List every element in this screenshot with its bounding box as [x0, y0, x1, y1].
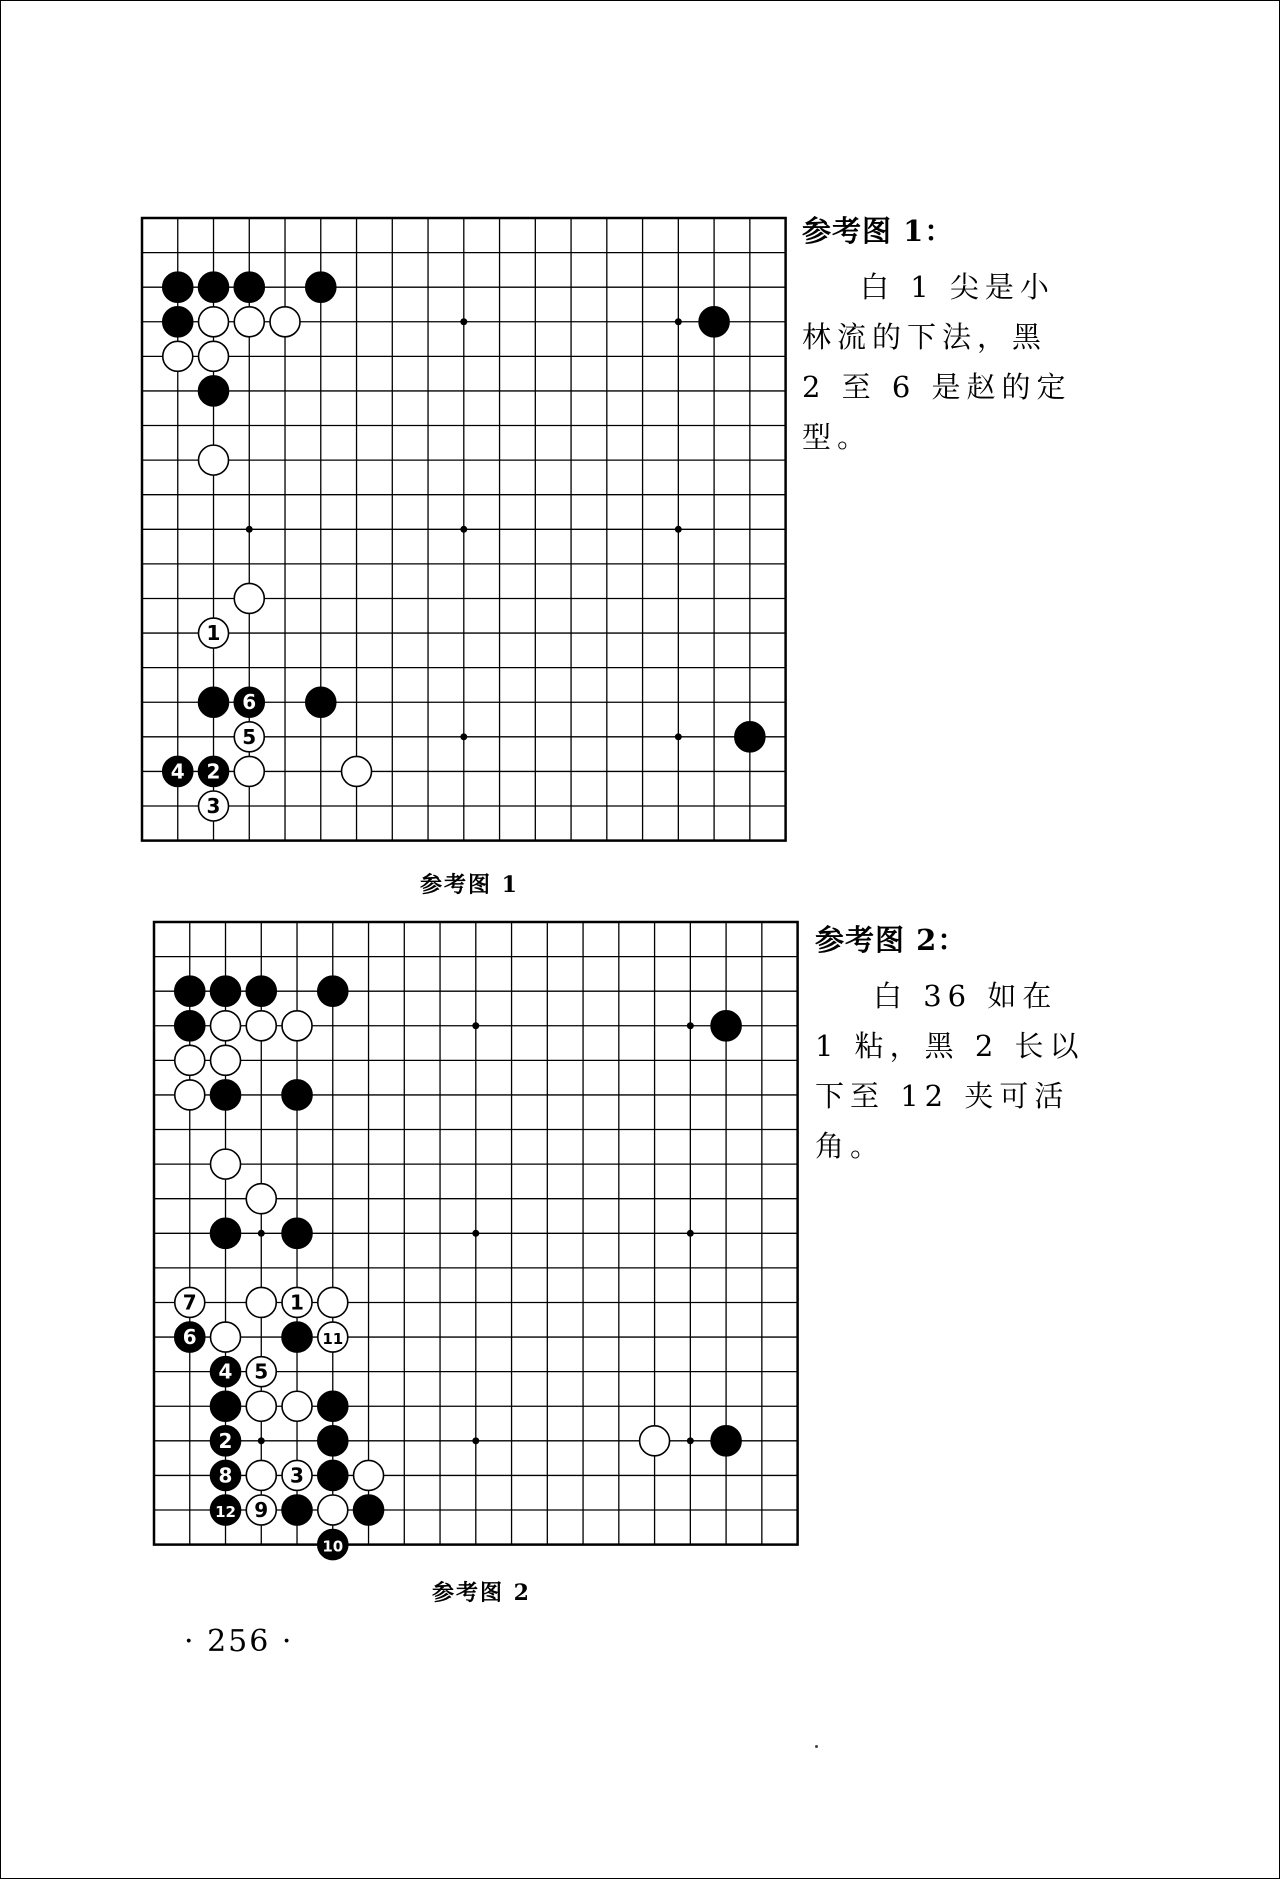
- move-number: 6: [242, 690, 257, 715]
- white-stone: [199, 445, 229, 475]
- black-stone: [234, 687, 264, 717]
- white-stone: [211, 1011, 241, 1041]
- move-number: 1: [206, 621, 221, 646]
- star-point: [246, 526, 253, 533]
- white-stone: [199, 307, 229, 337]
- black-stone: [211, 1218, 241, 1248]
- black-stone: [175, 1322, 205, 1352]
- white-stone: [270, 307, 300, 337]
- black-stone: [318, 1391, 348, 1421]
- star-point: [687, 1022, 694, 1029]
- black-stone: [199, 272, 229, 302]
- go-board-diagram-1: [138, 214, 794, 860]
- black-stone: [211, 1495, 241, 1525]
- diagram-1-text: 白 1 尖是小林流的下法，黑 2 至 6 是赵的定型。: [802, 270, 1072, 454]
- black-stone: [199, 756, 229, 786]
- diagram-1-annotation: [802, 206, 1082, 462]
- star-point: [472, 1437, 479, 1444]
- move-number: 2: [218, 1428, 233, 1453]
- black-stone: [163, 272, 193, 302]
- white-stone: [234, 756, 264, 786]
- star-point: [687, 1437, 694, 1444]
- white-stone: [246, 1287, 276, 1317]
- black-stone: [234, 272, 264, 302]
- black-stone: [211, 1391, 241, 1421]
- black-stone: [246, 976, 276, 1006]
- star-point: [258, 1230, 265, 1237]
- diagram-1-heading: 参考图 1：: [802, 214, 955, 248]
- white-stone: [234, 583, 264, 613]
- black-stone: [318, 1426, 348, 1456]
- move-number: 9: [254, 1498, 269, 1523]
- star-point: [258, 1437, 265, 1444]
- star-point: [675, 526, 682, 533]
- black-stone: [282, 1495, 312, 1525]
- black-stone: [318, 976, 348, 1006]
- black-stone: [735, 722, 765, 752]
- black-stone: [163, 307, 193, 337]
- black-stone: [163, 756, 193, 786]
- black-stone: [211, 976, 241, 1006]
- black-stone: [699, 307, 729, 337]
- scan-speck: [815, 1745, 818, 1748]
- black-stone: [282, 1322, 312, 1352]
- black-stone: [318, 1530, 348, 1560]
- move-number: 8: [218, 1463, 233, 1488]
- page-number: · 256 ·: [184, 1624, 294, 1659]
- diagram-2-heading: 参考图 2：: [815, 923, 968, 957]
- white-stone: [234, 307, 264, 337]
- black-stone: [211, 1460, 241, 1490]
- move-number: 3: [290, 1463, 304, 1488]
- move-number: 2: [206, 759, 221, 784]
- black-stone: [354, 1495, 384, 1525]
- white-stone: [175, 1287, 205, 1317]
- white-stone: [354, 1460, 384, 1490]
- star-point: [472, 1230, 479, 1237]
- white-stone: [175, 1080, 205, 1110]
- white-stone: [199, 618, 229, 648]
- star-point: [460, 733, 467, 740]
- move-number: 5: [254, 1359, 269, 1384]
- white-stone: [211, 1149, 241, 1179]
- black-stone: [175, 976, 205, 1006]
- black-stone: [711, 1426, 741, 1456]
- black-stone: [306, 687, 336, 717]
- move-number: 12: [215, 1503, 236, 1522]
- move-number: 4: [218, 1359, 233, 1384]
- white-stone: [234, 722, 264, 752]
- black-stone: [211, 1357, 241, 1387]
- black-stone: [282, 1080, 312, 1110]
- star-point: [460, 318, 467, 325]
- star-point: [460, 526, 467, 533]
- white-stone: [246, 1184, 276, 1214]
- move-number: 1: [290, 1290, 304, 1315]
- white-stone: [246, 1357, 276, 1387]
- white-stone: [246, 1460, 276, 1490]
- black-stone: [211, 1426, 241, 1456]
- white-stone: [246, 1495, 276, 1525]
- diagram-1-caption: 参考图 1: [420, 872, 519, 898]
- star-point: [687, 1230, 694, 1237]
- white-stone: [163, 341, 193, 371]
- move-number: 3: [206, 794, 221, 819]
- white-stone: [282, 1460, 312, 1490]
- black-stone: [711, 1011, 741, 1041]
- star-point: [675, 733, 682, 740]
- white-stone: [282, 1287, 312, 1317]
- white-stone: [282, 1391, 312, 1421]
- white-stone: [211, 1322, 241, 1352]
- white-stone: [342, 756, 372, 786]
- white-stone: [199, 341, 229, 371]
- diagram-2-annotation: [815, 915, 1095, 1171]
- white-stone: [282, 1011, 312, 1041]
- black-stone: [306, 272, 336, 302]
- white-stone: [318, 1322, 348, 1352]
- black-stone: [199, 687, 229, 717]
- move-number: 11: [322, 1330, 344, 1349]
- diagram-2-caption: 参考图 2: [432, 1580, 531, 1606]
- white-stone: [640, 1426, 670, 1456]
- move-number: 4: [170, 759, 185, 784]
- black-stone: [211, 1080, 241, 1110]
- move-number: 6: [182, 1325, 197, 1350]
- black-stone: [318, 1460, 348, 1490]
- white-stone: [318, 1495, 348, 1525]
- move-number: 5: [242, 724, 257, 749]
- white-stone: [175, 1045, 205, 1075]
- diagram-2-text: 白 36 如在 1 粘，黑 2 长以下至 12 夹可活角。: [815, 979, 1085, 1163]
- black-stone: [282, 1218, 312, 1248]
- star-point: [472, 1022, 479, 1029]
- move-number: 10: [322, 1537, 344, 1556]
- black-stone: [199, 376, 229, 406]
- white-stone: [211, 1045, 241, 1075]
- white-stone: [246, 1011, 276, 1041]
- move-number: 7: [182, 1290, 197, 1315]
- star-point: [675, 318, 682, 325]
- white-stone: [199, 791, 229, 821]
- go-board-diagram-2: [150, 918, 806, 1564]
- white-stone: [318, 1287, 348, 1317]
- black-stone: [175, 1011, 205, 1041]
- white-stone: [246, 1391, 276, 1421]
